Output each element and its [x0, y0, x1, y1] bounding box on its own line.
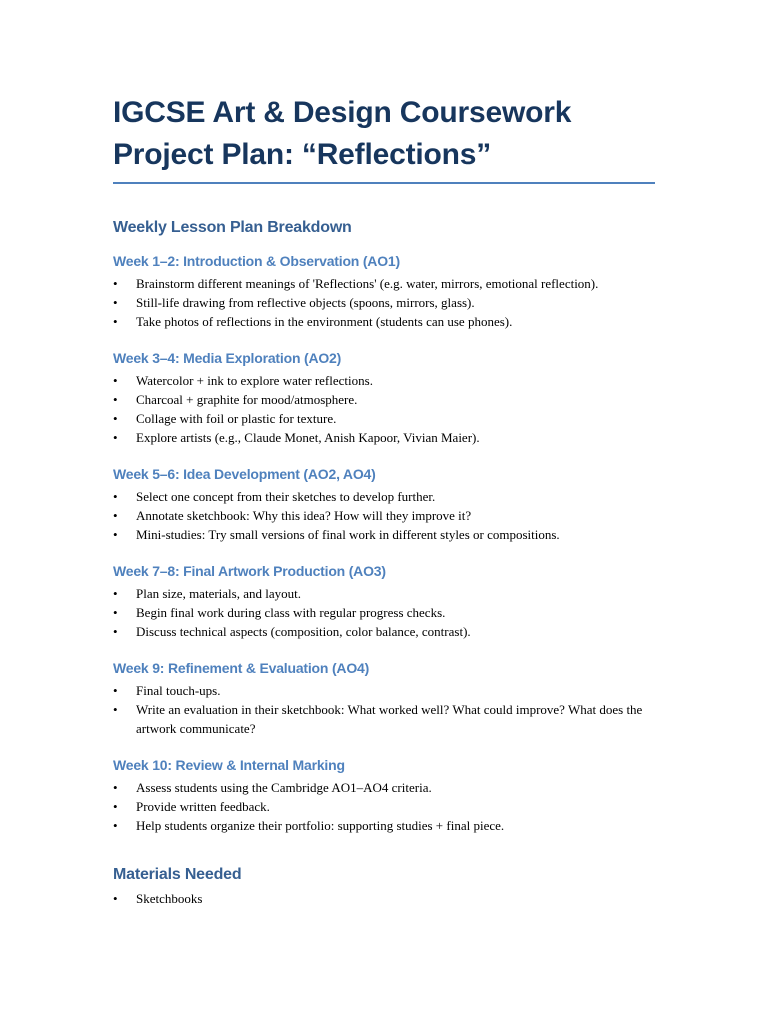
bullet-icon: •	[113, 624, 118, 639]
bullet-icon: •	[113, 430, 118, 445]
list-item-text: Take photos of reflections in the environment (students can use phones).	[136, 314, 513, 329]
list-item-text: Write an evaluation in their sketchbook: What worked well? What could improve? What does the artwork communicate?	[136, 702, 643, 736]
list-item-text: Sketchbooks	[136, 891, 203, 906]
list-item	[113, 603, 655, 622]
list-item	[113, 487, 655, 506]
week-heading: Week 5–6: Idea Development (AO2, AO4)	[113, 466, 376, 482]
week-bullet-list	[113, 778, 655, 835]
list-item-text: Still-life drawing from reflective objects (spoons, mirrors, glass).	[136, 295, 475, 310]
bullet-icon: •	[113, 799, 118, 814]
list-item	[113, 371, 655, 390]
bullet-icon: •	[113, 586, 118, 601]
bullet-icon: •	[113, 276, 118, 291]
week-heading: Week 7–8: Final Artwork Production (AO3)	[113, 563, 386, 579]
list-item	[113, 681, 655, 700]
bullet-icon: •	[113, 489, 118, 504]
list-item	[113, 312, 655, 331]
list-item-text: Help students organize their portfolio: supporting studies + final piece.	[136, 818, 505, 833]
bullet-icon: •	[113, 702, 118, 717]
week-section	[113, 252, 655, 331]
list-item	[113, 816, 655, 835]
bullet-icon: •	[113, 508, 118, 523]
materials-heading: Materials Needed	[113, 866, 242, 883]
materials-list	[113, 889, 655, 908]
list-item-text: Annotate sketchbook: Why this idea? How will they improve it?	[136, 508, 472, 523]
list-item-text: Assess students using the Cambridge AO1–AO4 criteria.	[136, 780, 432, 795]
list-item-text: Brainstorm different meanings of 'Reflections' (e.g. water, mirrors, emotional reflection).	[136, 276, 599, 291]
list-item-text: Select one concept from their sketches to develop further.	[136, 489, 436, 504]
bullet-icon: •	[113, 392, 118, 407]
bullet-icon: •	[113, 527, 118, 542]
list-item	[113, 584, 655, 603]
list-item-text: Plan size, materials, and layout.	[136, 586, 301, 601]
list-item	[113, 525, 655, 544]
list-item	[113, 506, 655, 525]
week-section	[113, 756, 655, 835]
bullet-icon: •	[113, 411, 118, 426]
week-bullet-list	[113, 487, 655, 544]
week-bullet-list	[113, 584, 655, 641]
list-item	[113, 778, 655, 797]
week-section	[113, 465, 655, 544]
week-heading: Week 3–4: Media Exploration (AO2)	[113, 350, 342, 366]
bullet-icon: •	[113, 314, 118, 329]
bullet-icon: •	[113, 295, 118, 310]
list-item	[113, 889, 655, 908]
list-item	[113, 622, 655, 641]
list-item-text: Mini-studies: Try small versions of final work in different styles or compositions.	[136, 527, 560, 542]
week-section	[113, 659, 655, 738]
bullet-icon: •	[113, 818, 118, 833]
weeks-container	[113, 252, 655, 835]
week-bullet-list	[113, 681, 655, 738]
document-title: IGCSE Art & Design Coursework Project Plan: “Reflections”	[113, 92, 655, 184]
list-item	[113, 293, 655, 312]
list-item	[113, 274, 655, 293]
list-item-text: Charcoal + graphite for mood/atmosphere.	[136, 392, 358, 407]
week-section	[113, 562, 655, 641]
week-heading: Week 10: Review & Internal Marking	[113, 757, 345, 773]
list-item-text: Watercolor + ink to explore water reflections.	[136, 373, 373, 388]
week-heading: Week 9: Refinement & Evaluation (AO4)	[113, 660, 370, 676]
week-section	[113, 349, 655, 447]
bullet-icon: •	[113, 891, 118, 906]
bullet-icon: •	[113, 373, 118, 388]
list-item-text: Collage with foil or plastic for texture.	[136, 411, 337, 426]
list-item	[113, 797, 655, 816]
list-item-text: Discuss technical aspects (composition, color balance, contrast).	[136, 624, 471, 639]
bullet-icon: •	[113, 780, 118, 795]
list-item	[113, 409, 655, 428]
list-item-text: Provide written feedback.	[136, 799, 270, 814]
list-item-text: Explore artists (e.g., Claude Monet, Anish Kapoor, Vivian Maier).	[136, 430, 480, 445]
bullet-icon: •	[113, 605, 118, 620]
document-page	[113, 92, 655, 908]
list-item	[113, 700, 655, 738]
week-bullet-list	[113, 371, 655, 447]
list-item	[113, 390, 655, 409]
week-heading: Week 1–2: Introduction & Observation (AO1)	[113, 253, 400, 269]
list-item	[113, 428, 655, 447]
bullet-icon: •	[113, 683, 118, 698]
list-item-text: Final touch-ups.	[136, 683, 221, 698]
breakdown-heading: Weekly Lesson Plan Breakdown	[113, 219, 352, 236]
list-item-text: Begin final work during class with regular progress checks.	[136, 605, 446, 620]
week-bullet-list	[113, 274, 655, 331]
